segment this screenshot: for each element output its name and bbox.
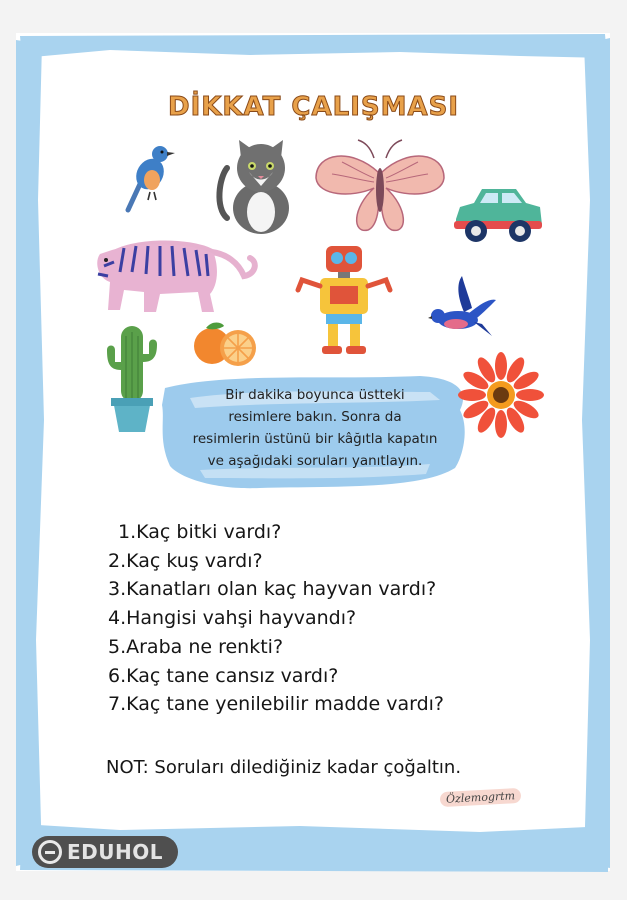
page-title: DİKKAT ÇALIŞMASI <box>167 92 459 122</box>
instructions-line-1: Bir dakika boyunca üstteki <box>225 387 405 403</box>
author-signature: Özlemogrtm <box>440 788 522 807</box>
eduhol-logo-icon <box>38 840 62 864</box>
car-icon <box>452 185 544 247</box>
question-3: 3.Kanatları olan kaç hayvan vardı? <box>108 578 437 601</box>
instructions-line-4: ve aşağıdaki soruları yanıtlayın. <box>207 453 423 469</box>
watermark-text: EDUHOL <box>67 840 163 864</box>
question-1: 1.Kaç bitki vardı? <box>118 521 282 543</box>
cactus-icon <box>103 322 161 434</box>
butterfly-icon <box>312 138 450 238</box>
question-6: 6.Kaç tane cansız vardı? <box>108 664 339 687</box>
watermark-badge <box>32 836 178 868</box>
swallow-icon <box>428 274 498 342</box>
instructions-line-2: resimlere bakın. Sonra da <box>228 409 402 425</box>
instructions-text <box>155 384 475 472</box>
orange-icon <box>190 320 260 368</box>
cat-icon <box>215 138 299 238</box>
instructions-line-3: resimlerin üstünü bir kâğıtla kapatın <box>192 431 438 447</box>
question-list <box>108 518 548 719</box>
question-2: 2.Kaç kuş vardı? <box>108 549 263 572</box>
tiger-icon <box>90 232 260 316</box>
note-text: NOT: Soruları dilediğiniz kadar çoğaltın. <box>106 757 462 778</box>
question-5: 5.Araba ne renkti? <box>108 635 284 658</box>
robot-icon <box>292 244 396 360</box>
question-7: 7.Kaç tane yenilebilir madde vardı? <box>108 693 445 716</box>
question-4: 4.Hangisi vahşi hayvandı? <box>108 607 357 630</box>
bird-icon <box>118 140 178 216</box>
